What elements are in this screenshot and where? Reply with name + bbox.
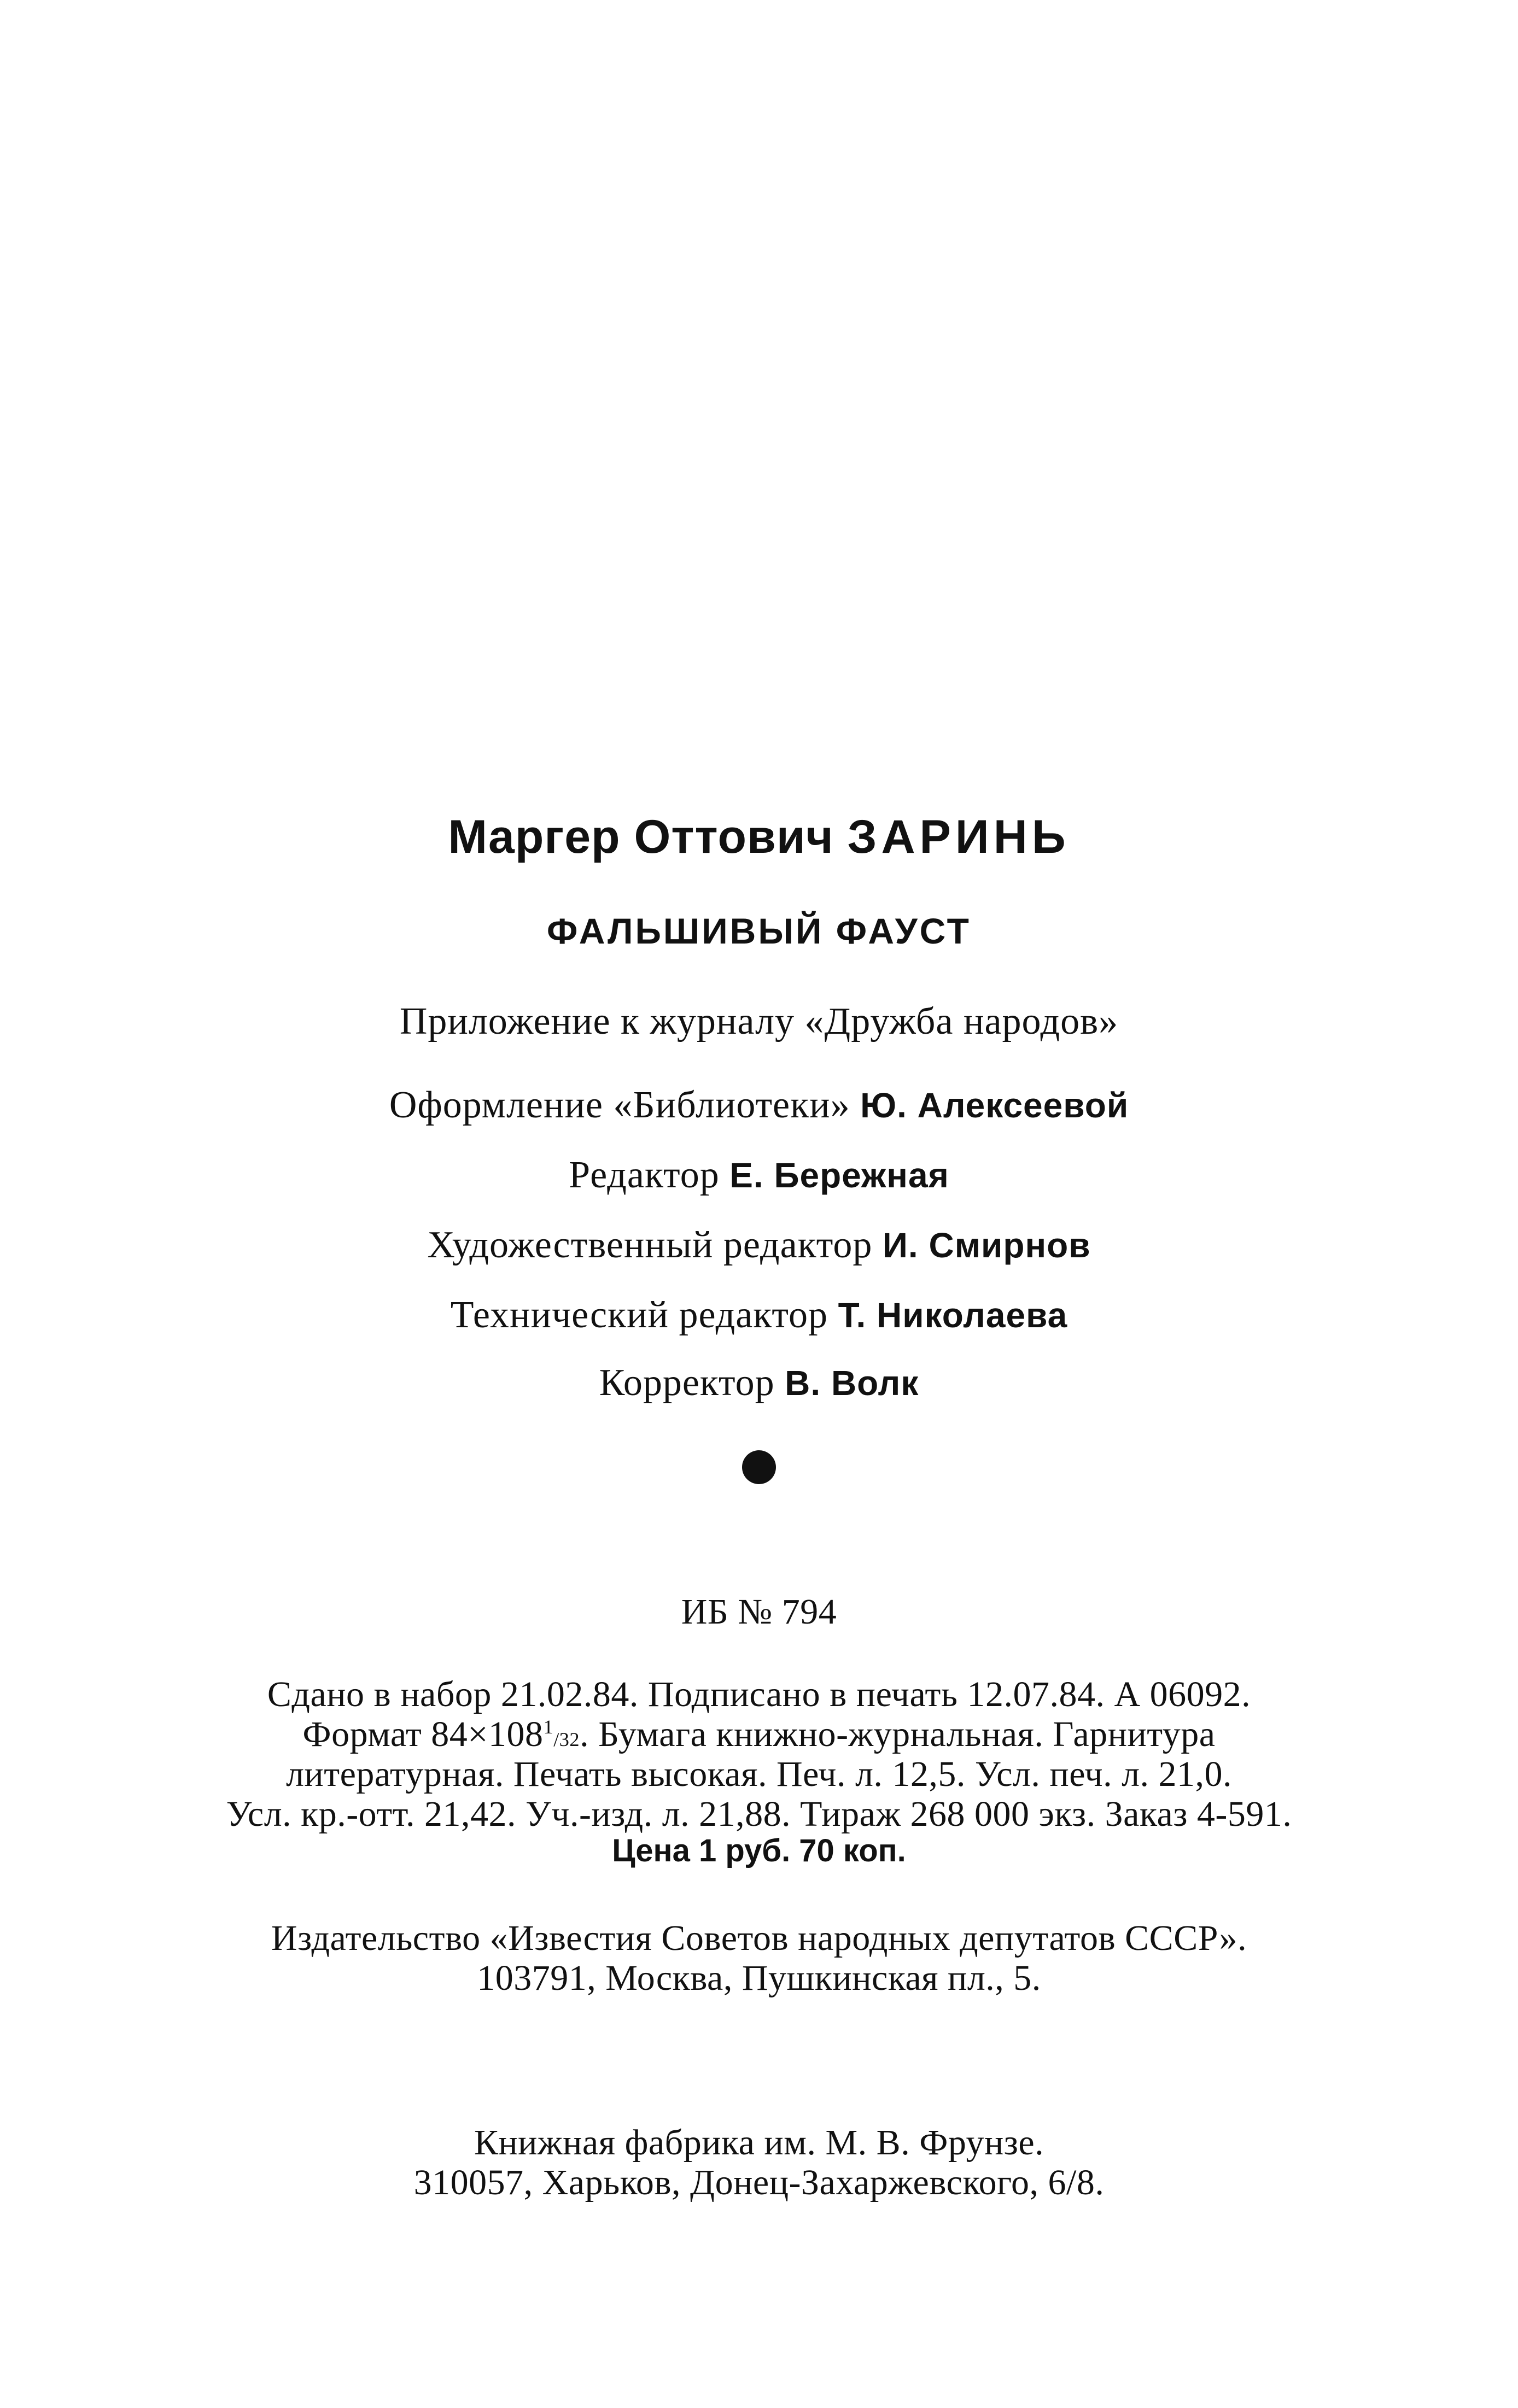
author-given-name: Маргер Оттович <box>448 811 834 863</box>
author-name <box>0 811 1518 863</box>
credit-proofreader <box>0 1364 1518 1402</box>
credit-design-label: Оформление «Библиотеки» <box>389 1084 850 1126</box>
credit-editor-name: Е. Бережная <box>729 1156 949 1195</box>
credit-proofreader-label: Корректор <box>599 1362 775 1404</box>
price: Цена 1 руб. 70 коп. <box>612 1833 906 1868</box>
credit-art-editor <box>0 1226 1518 1264</box>
imprint-line-4: Усл. кр.-отт. 21,42. Уч.-изд. л. 21,88. Тираж 268 000 экз. Заказ 4-591. <box>226 1794 1292 1834</box>
publisher-address: 103791, Москва, Пушкинская пл., 5. <box>477 1958 1041 1998</box>
printer-name: Книжная фабрика им. М. В. Фрунзе. <box>474 2123 1044 2163</box>
credit-design-name: Ю. Алексеевой <box>860 1086 1129 1125</box>
credit-editor <box>0 1156 1518 1194</box>
printer-address: 310057, Харьков, Донец-Захаржевского, 6/8. <box>413 2163 1105 2202</box>
book-title: ФАЛЬШИВЫЙ ФАУСТ <box>547 911 971 951</box>
format-sub: /32 <box>553 1729 580 1750</box>
format-label: Формат 84×108 <box>302 1714 544 1754</box>
imprint-line-2 <box>0 1716 1518 1753</box>
credit-design <box>0 1086 1518 1124</box>
credit-tech-editor <box>0 1296 1518 1334</box>
credit-tech-editor-name: Т. Николаева <box>838 1296 1068 1335</box>
format-sup: 1 <box>543 1716 554 1738</box>
bullet-dot-ornament <box>742 1450 776 1484</box>
credit-proofreader-name: В. Волк <box>785 1363 919 1403</box>
supplement-note: Приложение к журналу «Дружба народов» <box>399 1000 1119 1042</box>
author-surname: ЗАРИНЬ <box>847 811 1070 863</box>
credit-editor-label: Редактор <box>569 1154 720 1196</box>
ib-number: ИБ № 794 <box>681 1592 837 1632</box>
publisher-name: Издательство «Известия Советов народных депутатов СССР». <box>271 1918 1247 1958</box>
credit-tech-editor-label: Технический редактор <box>450 1294 828 1336</box>
credit-art-editor-label: Художественный редактор <box>427 1224 873 1266</box>
imprint-line-3: литературная. Печать высокая. Печ. л. 12,5. Усл. печ. л. 21,0. <box>285 1754 1233 1794</box>
imprint-line-1: Сдано в набор 21.02.84. Подписано в печать 12.07.84. А 06092. <box>267 1674 1251 1714</box>
credit-art-editor-name: И. Смирнов <box>882 1226 1091 1265</box>
format-rest: . Бумага книжно-журнальная. Гарнитура <box>580 1714 1216 1754</box>
